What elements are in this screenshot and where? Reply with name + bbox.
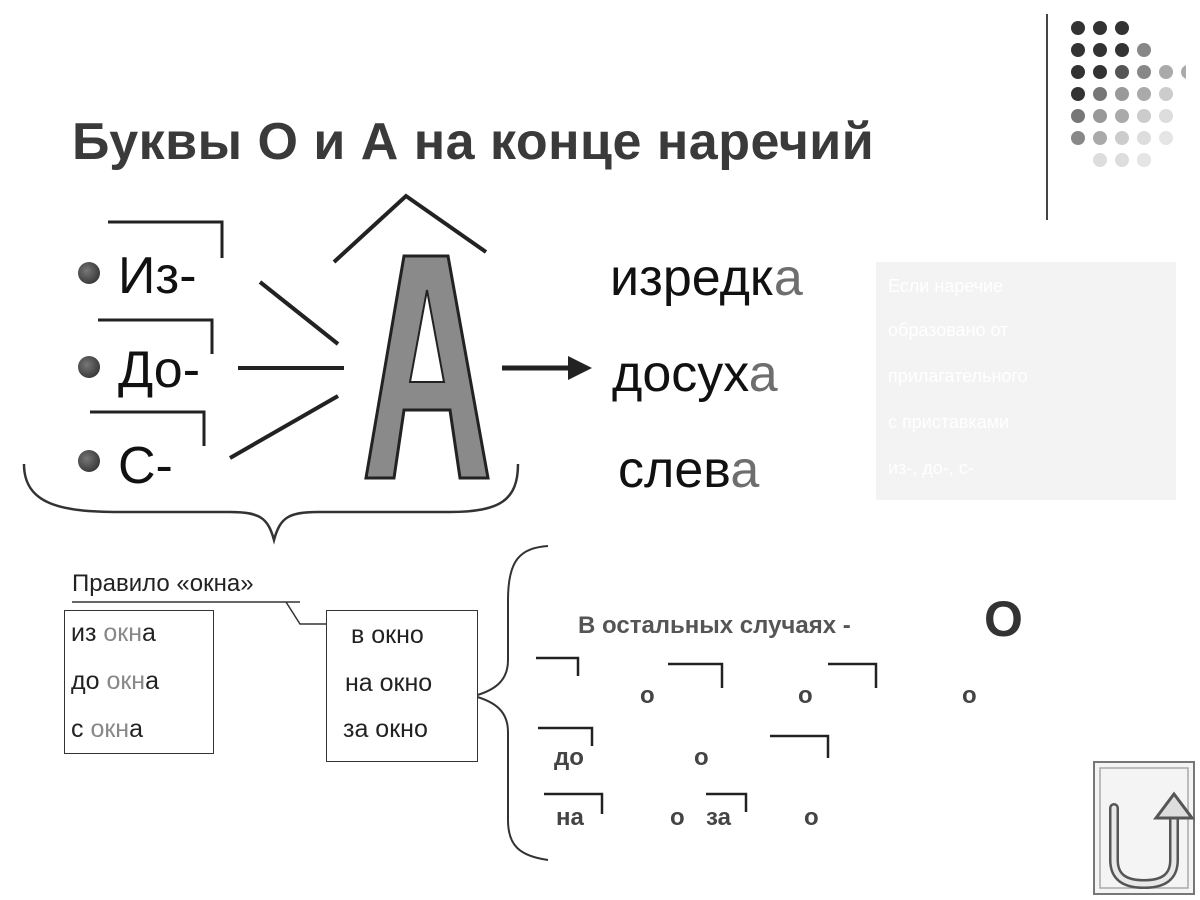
other-cases-letter: О: [984, 591, 1023, 647]
o-token: до: [554, 744, 584, 771]
word-ending: а: [773, 249, 803, 307]
o-mark: [828, 664, 876, 688]
word-izredka: [610, 248, 803, 308]
o-token: о: [640, 682, 655, 709]
o-example: на окно: [345, 669, 433, 697]
curly-brace: [24, 464, 518, 540]
rule-brace: [474, 546, 548, 860]
rule-connector: [286, 602, 326, 624]
hint-line: прилагательного: [888, 366, 1028, 386]
example-stem: окн: [106, 667, 146, 695]
u-turn-arrow-icon[interactable]: [1092, 760, 1196, 896]
hint-line: из-, до-, с-: [888, 458, 974, 478]
connector-line-3: [230, 396, 338, 458]
o-token: о: [798, 682, 813, 709]
o-token: о: [670, 804, 685, 831]
o-example: в окно: [351, 621, 424, 649]
example-ending: а: [145, 667, 159, 695]
word-stem: досух: [612, 345, 749, 403]
word-ending: а: [748, 345, 778, 403]
suffix-caret: [334, 196, 486, 262]
o-mark: [536, 658, 578, 676]
o-mark: [770, 736, 828, 758]
a-example: [71, 619, 156, 648]
o-mark: [668, 664, 722, 688]
example-prefix: до: [71, 667, 107, 695]
o-token: на: [556, 804, 584, 831]
o-token: о: [694, 744, 709, 771]
example-stem: окн: [103, 619, 143, 647]
arrow-head: [568, 356, 592, 380]
example-stem: окн: [90, 715, 130, 743]
other-cases-text: В остальных случаях -: [578, 612, 851, 639]
word-dosuha: [612, 344, 778, 404]
a-example: [71, 715, 143, 744]
o-example: за окно: [343, 715, 428, 743]
bullet-2: [78, 356, 100, 378]
big-letter-a: [366, 256, 488, 478]
hint-line: с приставками: [888, 412, 1010, 432]
o-examples-box: [326, 610, 478, 762]
word-stem: изредк: [610, 249, 774, 307]
o-token: за: [706, 804, 731, 831]
hint-line: образовано от: [888, 320, 1009, 340]
slide-title: Буквы О и А на конце наречий: [72, 113, 875, 171]
word-ending: а: [730, 441, 760, 499]
prefix-do: До-: [118, 341, 201, 399]
a-examples-box: [64, 610, 214, 754]
example-prefix: с: [71, 715, 91, 743]
word-sleva: [618, 440, 759, 500]
example-prefix: из: [71, 619, 104, 647]
prefix-s: С-: [118, 437, 173, 495]
word-stem: слев: [618, 441, 731, 499]
bullet-3: [78, 450, 100, 472]
connector-line-1: [260, 282, 338, 344]
prefix-iz: Из-: [118, 247, 197, 305]
example-ending: а: [142, 619, 156, 647]
o-token: о: [804, 804, 819, 831]
rule-label: Правило «окна»: [72, 570, 254, 597]
bullet-1: [78, 262, 100, 284]
o-token: о: [962, 682, 977, 709]
hint-box: [876, 262, 1176, 500]
a-example: [71, 667, 159, 696]
hint-line: Если наречие: [888, 276, 1004, 296]
example-ending: а: [129, 715, 144, 743]
